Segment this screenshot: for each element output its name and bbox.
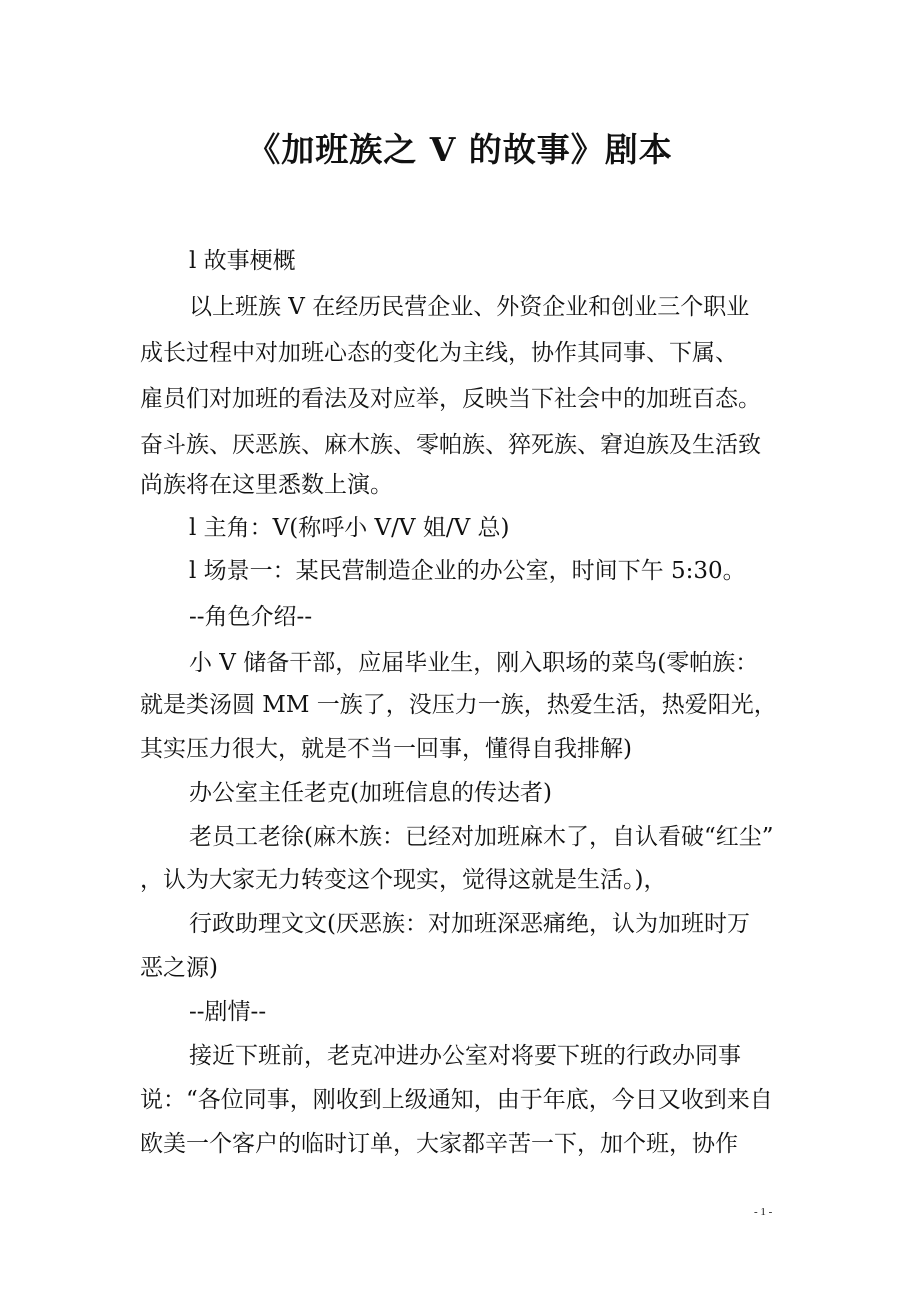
paragraph-line: 说：“各位同事，刚收到上级通知，由于年底，今日又收到来自: [140, 1087, 773, 1113]
paragraph-line: 小 V 储备干部，应届毕业生，刚入职场的菜鸟(零帕族：: [189, 650, 759, 676]
subheading-plot: --剧情--: [189, 999, 267, 1025]
paragraph-line: 奋斗族、厌恶族、麻木族、零帕族、猝死族、窘迫族及生活致: [140, 432, 761, 458]
section-heading-synopsis: l 故事梗概: [189, 248, 296, 274]
section-heading-protagonist: l 主角：V(称呼小 V/V 姐/V 总): [189, 515, 510, 541]
paragraph-line: ，认为大家无力转变这个现实，觉得这就是生活。)，: [140, 867, 667, 893]
paragraph-line: 恶之源): [140, 955, 218, 981]
paragraph-line: 尚族将在这里悉数上演。: [140, 472, 393, 498]
paragraph-line: 就是类汤圆 MM 一族了，没压力一族，热爱生活，热爱阳光，: [140, 692, 777, 718]
paragraph-line: 办公室主任老克(加班信息的传达者): [189, 780, 552, 806]
paragraph-line: 欧美一个客户的临时订单，大家都辛苦一下，加个班，协作: [140, 1131, 738, 1157]
section-heading-scene-one: l 场景一：某民营制造企业的办公室，时间下午 5:30。: [189, 558, 746, 584]
paragraph-line: 其实压力很大，就是不当一回事，懂得自我排解): [140, 736, 632, 762]
page-number: - 1 -: [754, 1206, 773, 1218]
paragraph-line: 老员工老徐(麻木族：已经对加班麻木了，自认看破“红尘”: [189, 824, 774, 850]
document-title: 《加班族之 V 的故事》剧本: [247, 130, 673, 169]
paragraph-line: 行政助理文文(厌恶族：对加班深恶痛绝，认为加班时万: [189, 911, 750, 937]
paragraph-line: 以上班族 V 在经历民营企业、外资企业和创业三个职业: [189, 294, 750, 320]
subheading-characters: --角色介绍--: [189, 604, 313, 630]
paragraph-line: 雇员们对加班的看法及对应举，反映当下社会中的加班百态。: [140, 386, 761, 412]
paragraph-line: 接近下班前，老克冲进办公室对将要下班的行政办同事: [189, 1043, 741, 1069]
paragraph-line: 成长过程中对加班心态的变化为主线，协作其同事、下属、: [140, 340, 738, 366]
